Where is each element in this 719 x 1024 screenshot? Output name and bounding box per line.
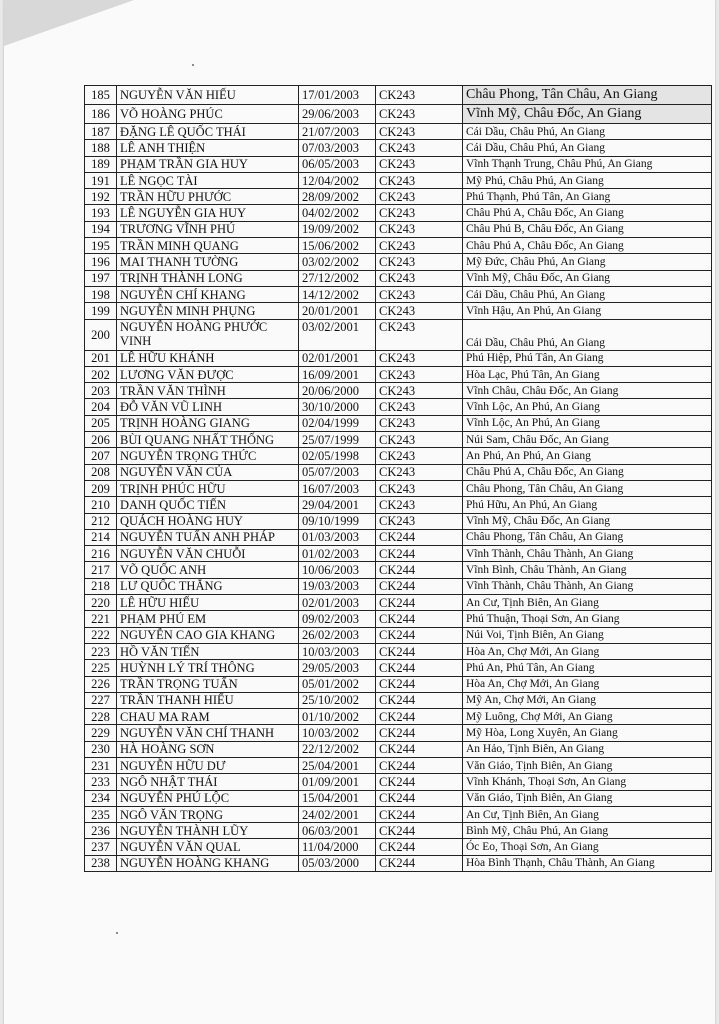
row-number: 187 [85, 124, 117, 140]
class-code: CK243 [376, 270, 463, 286]
student-name: NGUYỄN CAO GIA KHANG [117, 627, 299, 643]
row-number: 193 [85, 205, 117, 221]
student-name: TRẦN HỮU PHƯỚC [117, 189, 299, 205]
table-row [85, 366, 712, 382]
hometown-address: Phú Hữu, An Phú, An Giang [463, 497, 712, 513]
class-code: CK243 [376, 497, 463, 513]
table-row [85, 105, 712, 124]
table-row [85, 676, 712, 692]
student-name: TRƯƠNG VĨNH PHÚ [117, 221, 299, 237]
class-code: CK243 [376, 238, 463, 254]
birth-date: 06/03/2001 [299, 823, 376, 839]
hometown-address: An Hảo, Tịnh Biên, An Giang [463, 741, 712, 757]
row-number: 230 [85, 741, 117, 757]
row-number: 201 [85, 350, 117, 366]
student-name: HUỲNH LÝ TRÍ THÔNG [117, 660, 299, 676]
row-number: 191 [85, 172, 117, 188]
student-table-body [85, 86, 712, 872]
hometown-address: Bình Mỹ, Châu Phú, An Giang [463, 823, 712, 839]
row-number: 218 [85, 578, 117, 594]
hometown-address: Châu Phong, Tân Châu, An Giang [463, 529, 712, 545]
student-name: NGÔ VĂN TRỌNG [117, 806, 299, 822]
row-number: 236 [85, 823, 117, 839]
table-row [85, 383, 712, 399]
hometown-address: Cái Dầu, Châu Phú, An Giang [463, 286, 712, 302]
birth-date: 01/03/2003 [299, 529, 376, 545]
birth-date: 24/02/2001 [299, 806, 376, 822]
hometown-address: Cái Dầu, Châu Phú, An Giang [463, 319, 712, 350]
hometown-address: Vĩnh Mỹ, Châu Đốc, An Giang [463, 513, 712, 529]
table-row [85, 660, 712, 676]
table-row [85, 595, 712, 611]
class-code: CK243 [376, 366, 463, 382]
student-name: NGUYỄN CHÍ KHANG [117, 286, 299, 302]
class-code: CK243 [376, 415, 463, 431]
class-code: CK243 [376, 399, 463, 415]
hometown-address: Châu Phong, Tân Châu, An Giang [463, 480, 712, 496]
table-row [85, 238, 712, 254]
row-number: 205 [85, 415, 117, 431]
table-row [85, 319, 712, 350]
birth-date: 04/02/2002 [299, 205, 376, 221]
class-code: CK244 [376, 709, 463, 725]
class-code: CK243 [376, 464, 463, 480]
class-code: CK243 [376, 105, 463, 124]
birth-date: 28/09/2002 [299, 189, 376, 205]
speck [192, 64, 194, 66]
student-name: NGUYỄN VĂN CHÍ THANH [117, 725, 299, 741]
student-name: LƯ QUỐC THẮNG [117, 578, 299, 594]
class-code: CK243 [376, 254, 463, 270]
table-row [85, 546, 712, 562]
birth-date: 10/06/2003 [299, 562, 376, 578]
birth-date: 29/06/2003 [299, 105, 376, 124]
row-number: 209 [85, 480, 117, 496]
table-row [85, 415, 712, 431]
hometown-address: Phú Thạnh, Phú Tân, An Giang [463, 189, 712, 205]
birth-date: 02/01/2001 [299, 350, 376, 366]
birth-date: 16/07/2003 [299, 480, 376, 496]
class-code: CK244 [376, 692, 463, 708]
birth-date: 29/04/2001 [299, 497, 376, 513]
birth-date: 02/05/1998 [299, 448, 376, 464]
hometown-address: Mỹ Hòa, Long Xuyên, An Giang [463, 725, 712, 741]
class-code: CK243 [376, 319, 463, 350]
row-number: 202 [85, 366, 117, 382]
hometown-address: Vĩnh Khánh, Thoại Sơn, An Giang [463, 774, 712, 790]
hometown-address: Hòa Lạc, Phú Tân, An Giang [463, 366, 712, 382]
row-number: 221 [85, 611, 117, 627]
row-number: 194 [85, 221, 117, 237]
birth-date: 14/12/2002 [299, 286, 376, 302]
student-name: CHAU MA RAM [117, 709, 299, 725]
hometown-address: Vĩnh Lộc, An Phú, An Giang [463, 415, 712, 431]
student-name: DANH QUỐC TIẾN [117, 497, 299, 513]
student-name: LÊ NGỌC TÀI [117, 172, 299, 188]
birth-date: 16/09/2001 [299, 366, 376, 382]
student-name: NGUYỄN THÀNH LŨY [117, 823, 299, 839]
class-code: CK244 [376, 627, 463, 643]
table-row [85, 497, 712, 513]
birth-date: 07/03/2003 [299, 140, 376, 156]
row-number: 208 [85, 464, 117, 480]
class-code: CK243 [376, 189, 463, 205]
row-number: 207 [85, 448, 117, 464]
hometown-address: Mỹ Đức, Châu Phú, An Giang [463, 254, 712, 270]
table-row [85, 839, 712, 855]
row-number: 214 [85, 529, 117, 545]
student-name: LÊ ANH THIỆN [117, 140, 299, 156]
birth-date: 06/05/2003 [299, 156, 376, 172]
birth-date: 21/07/2003 [299, 124, 376, 140]
row-number: 233 [85, 774, 117, 790]
class-code: CK244 [376, 725, 463, 741]
student-name: PHẠM PHÚ EM [117, 611, 299, 627]
class-code: CK244 [376, 806, 463, 822]
row-number: 226 [85, 676, 117, 692]
student-name: TRỊNH HOÀNG GIANG [117, 415, 299, 431]
class-code: CK244 [376, 611, 463, 627]
table-row [85, 725, 712, 741]
hometown-address: Vĩnh Lộc, An Phú, An Giang [463, 399, 712, 415]
class-code: CK243 [376, 221, 463, 237]
class-code: CK243 [376, 350, 463, 366]
hometown-address: Châu Phú A, Châu Đốc, An Giang [463, 238, 712, 254]
table-row [85, 741, 712, 757]
class-code: CK243 [376, 286, 463, 302]
student-name: VÕ QUỐC ANH [117, 562, 299, 578]
hometown-address: Núi Sam, Châu Đốc, An Giang [463, 432, 712, 448]
class-code: CK243 [376, 480, 463, 496]
row-number: 197 [85, 270, 117, 286]
student-name: TRẦN THANH HIẾU [117, 692, 299, 708]
birth-date: 17/01/2003 [299, 86, 376, 105]
birth-date: 20/06/2000 [299, 383, 376, 399]
birth-date: 20/01/2001 [299, 303, 376, 319]
hometown-address: Óc Eo, Thoại Sơn, An Giang [463, 839, 712, 855]
birth-date: 25/07/1999 [299, 432, 376, 448]
class-code: CK244 [376, 578, 463, 594]
hometown-address: Vĩnh Mỹ, Châu Đốc, An Giang [463, 105, 712, 124]
row-number: 189 [85, 156, 117, 172]
hometown-address: Cái Dầu, Châu Phú, An Giang [463, 124, 712, 140]
row-number: 225 [85, 660, 117, 676]
birth-date: 22/12/2002 [299, 741, 376, 757]
class-code: CK244 [376, 676, 463, 692]
table-row [85, 562, 712, 578]
table-row [85, 692, 712, 708]
class-code: CK244 [376, 790, 463, 806]
table-row [85, 757, 712, 773]
hometown-address: Hòa An, Chợ Mới, An Giang [463, 676, 712, 692]
birth-date: 09/10/1999 [299, 513, 376, 529]
class-code: CK243 [376, 303, 463, 319]
row-number: 192 [85, 189, 117, 205]
row-number: 229 [85, 725, 117, 741]
birth-date: 05/03/2000 [299, 855, 376, 871]
table-row [85, 480, 712, 496]
row-number: 200 [85, 319, 117, 350]
class-code: CK244 [376, 823, 463, 839]
row-number: 210 [85, 497, 117, 513]
student-name: BÙI QUANG NHẤT THỐNG [117, 432, 299, 448]
student-name: NGUYỄN VĂN HIẾU [117, 86, 299, 105]
row-number: 234 [85, 790, 117, 806]
hometown-address: Phú Hiệp, Phú Tân, An Giang [463, 350, 712, 366]
birth-date: 15/04/2001 [299, 790, 376, 806]
hometown-address: Vĩnh Bình, Châu Thành, An Giang [463, 562, 712, 578]
student-name: HỒ VĂN TIẾN [117, 643, 299, 659]
class-code: CK244 [376, 595, 463, 611]
table-row [85, 529, 712, 545]
table-row [85, 189, 712, 205]
class-code: CK243 [376, 205, 463, 221]
class-code: CK244 [376, 562, 463, 578]
birth-date: 25/04/2001 [299, 757, 376, 773]
birth-date: 02/01/2003 [299, 595, 376, 611]
table-row [85, 823, 712, 839]
class-code: CK244 [376, 546, 463, 562]
student-name: LÊ HỮU KHÁNH [117, 350, 299, 366]
student-name: LƯƠNG VĂN ĐƯỢC [117, 366, 299, 382]
table-row [85, 303, 712, 319]
student-name: PHẠM TRẦN GIA HUY [117, 156, 299, 172]
row-number: 223 [85, 643, 117, 659]
table-row [85, 140, 712, 156]
class-code: CK244 [376, 774, 463, 790]
table-row [85, 709, 712, 725]
class-code: CK243 [376, 140, 463, 156]
birth-date: 02/04/1999 [299, 415, 376, 431]
birth-date: 25/10/2002 [299, 692, 376, 708]
class-code: CK244 [376, 660, 463, 676]
speck [116, 932, 118, 934]
table-row [85, 855, 712, 871]
student-name: LÊ HỮU HIẾU [117, 595, 299, 611]
table-row [85, 350, 712, 366]
class-code: CK243 [376, 383, 463, 399]
row-number: 203 [85, 383, 117, 399]
birth-date: 29/05/2003 [299, 660, 376, 676]
birth-date: 10/03/2003 [299, 643, 376, 659]
birth-date: 05/07/2003 [299, 464, 376, 480]
class-code: CK244 [376, 855, 463, 871]
table-row [85, 611, 712, 627]
birth-date: 15/06/2002 [299, 238, 376, 254]
student-name: NGUYỄN MINH PHỤNG [117, 303, 299, 319]
hometown-address: Vĩnh Thạnh Trung, Châu Phú, An Giang [463, 156, 712, 172]
hometown-address: Mỹ An, Chợ Mới, An Giang [463, 692, 712, 708]
hometown-address: An Phú, An Phú, An Giang [463, 448, 712, 464]
birth-date: 01/09/2001 [299, 774, 376, 790]
row-number: 186 [85, 105, 117, 124]
student-name: NGUYỄN HỮU DƯ [117, 757, 299, 773]
table-row [85, 643, 712, 659]
class-code: CK243 [376, 124, 463, 140]
hometown-address: Văn Giáo, Tịnh Biên, An Giang [463, 790, 712, 806]
folded-corner [4, 0, 134, 46]
table-row [85, 254, 712, 270]
row-number: 238 [85, 855, 117, 871]
table-row [85, 286, 712, 302]
hometown-address: Châu Phú B, Châu Đốc, An Giang [463, 221, 712, 237]
row-number: 206 [85, 432, 117, 448]
row-number: 204 [85, 399, 117, 415]
class-code: CK243 [376, 156, 463, 172]
birth-date: 19/09/2002 [299, 221, 376, 237]
hometown-address: Phú Thuận, Thoại Sơn, An Giang [463, 611, 712, 627]
student-name: NGUYỄN TUẤN ANH PHÁP [117, 529, 299, 545]
hometown-address: Cái Dầu, Châu Phú, An Giang [463, 140, 712, 156]
table-row [85, 156, 712, 172]
student-name: NGÔ NHẬT THÁI [117, 774, 299, 790]
student-name: NGUYỄN PHÚ LỘC [117, 790, 299, 806]
row-number: 217 [85, 562, 117, 578]
class-code: CK243 [376, 86, 463, 105]
class-code: CK244 [376, 741, 463, 757]
student-name: ĐỖ VĂN VŨ LINH [117, 399, 299, 415]
student-name: TRẦN VĂN THÌNH [117, 383, 299, 399]
class-code: CK243 [376, 513, 463, 529]
scanned-page [4, 0, 715, 1024]
table-row [85, 774, 712, 790]
table-row [85, 124, 712, 140]
birth-date: 10/03/2002 [299, 725, 376, 741]
birth-date: 27/12/2002 [299, 270, 376, 286]
row-number: 227 [85, 692, 117, 708]
hometown-address: Vĩnh Thành, Châu Thành, An Giang [463, 546, 712, 562]
class-code: CK243 [376, 448, 463, 464]
row-number: 237 [85, 839, 117, 855]
class-code: CK244 [376, 757, 463, 773]
hometown-address: Vĩnh Thành, Châu Thành, An Giang [463, 578, 712, 594]
student-name: NGUYỄN TRỌNG THỨC [117, 448, 299, 464]
table-row [85, 172, 712, 188]
class-code: CK243 [376, 172, 463, 188]
hometown-address: Hòa An, Chợ Mới, An Giang [463, 643, 712, 659]
table-row [85, 627, 712, 643]
hometown-address: An Cư, Tịnh Biên, An Giang [463, 806, 712, 822]
row-number: 199 [85, 303, 117, 319]
student-name: LÊ NGUYỄN GIA HUY [117, 205, 299, 221]
hometown-address: Vĩnh Mỹ, Châu Đốc, An Giang [463, 270, 712, 286]
row-number: 231 [85, 757, 117, 773]
table-row [85, 270, 712, 286]
birth-date: 19/03/2003 [299, 578, 376, 594]
class-code: CK244 [376, 529, 463, 545]
student-name: TRẦN MINH QUANG [117, 238, 299, 254]
row-number: 198 [85, 286, 117, 302]
row-number: 196 [85, 254, 117, 270]
row-number: 185 [85, 86, 117, 105]
table-row [85, 205, 712, 221]
table-row [85, 806, 712, 822]
student-name: NGUYỄN HOÀNG KHANG [117, 855, 299, 871]
student-name: TRỊNH PHÚC HỮU [117, 480, 299, 496]
hometown-address: Hòa Bình Thạnh, Châu Thành, An Giang [463, 855, 712, 871]
student-table [84, 85, 712, 872]
table-row [85, 513, 712, 529]
row-number: 228 [85, 709, 117, 725]
hometown-address: Núi Voi, Tịnh Biên, An Giang [463, 627, 712, 643]
student-name: MAI THANH TƯỜNG [117, 254, 299, 270]
student-name: HÀ HOÀNG SƠN [117, 741, 299, 757]
hometown-address: Phú An, Phú Tân, An Giang [463, 660, 712, 676]
birth-date: 11/04/2000 [299, 839, 376, 855]
student-name: NGUYỄN HOÀNG PHƯỚC VINH [117, 319, 299, 350]
table-row [85, 464, 712, 480]
hometown-address: Châu Phú A, Châu Đốc, An Giang [463, 205, 712, 221]
student-name: NGUYỄN VĂN CHUỖI [117, 546, 299, 562]
student-name: TRẦN TRỌNG TUẤN [117, 676, 299, 692]
hometown-address: Mỹ Phú, Châu Phú, An Giang [463, 172, 712, 188]
student-name: NGUYỄN VĂN QUAL [117, 839, 299, 855]
class-code: CK243 [376, 432, 463, 448]
birth-date: 01/02/2003 [299, 546, 376, 562]
hometown-address: Văn Giáo, Tịnh Biên, An Giang [463, 757, 712, 773]
row-number: 195 [85, 238, 117, 254]
row-number: 220 [85, 595, 117, 611]
table-row [85, 86, 712, 105]
birth-date: 12/04/2002 [299, 172, 376, 188]
hometown-address: An Cư, Tịnh Biên, An Giang [463, 595, 712, 611]
birth-date: 01/10/2002 [299, 709, 376, 725]
hometown-address: Vĩnh Châu, Châu Đốc, An Giang [463, 383, 712, 399]
hometown-address: Châu Phú A, Châu Đốc, An Giang [463, 464, 712, 480]
row-number: 222 [85, 627, 117, 643]
birth-date: 05/01/2002 [299, 676, 376, 692]
student-name: NGUYỄN VĂN CỦA [117, 464, 299, 480]
table-row [85, 790, 712, 806]
student-name: TRỊNH THÀNH LONG [117, 270, 299, 286]
table-row [85, 399, 712, 415]
hometown-address: Châu Phong, Tân Châu, An Giang [463, 86, 712, 105]
birth-date: 30/10/2000 [299, 399, 376, 415]
row-number: 212 [85, 513, 117, 529]
birth-date: 09/02/2003 [299, 611, 376, 627]
hometown-address: Mỹ Luông, Chợ Mới, An Giang [463, 709, 712, 725]
hometown-address: Vĩnh Hậu, An Phú, An Giang [463, 303, 712, 319]
birth-date: 03/02/2002 [299, 254, 376, 270]
row-number: 235 [85, 806, 117, 822]
row-number: 216 [85, 546, 117, 562]
student-name: QUÁCH HOÀNG HUY [117, 513, 299, 529]
student-name: ĐẶNG LÊ QUỐC THÁI [117, 124, 299, 140]
class-code: CK244 [376, 643, 463, 659]
table-row [85, 578, 712, 594]
birth-date: 03/02/2001 [299, 319, 376, 350]
row-number: 188 [85, 140, 117, 156]
table-row [85, 448, 712, 464]
student-name: VÕ HOÀNG PHÚC [117, 105, 299, 124]
class-code: CK244 [376, 839, 463, 855]
table-row [85, 221, 712, 237]
table-row [85, 432, 712, 448]
birth-date: 26/02/2003 [299, 627, 376, 643]
